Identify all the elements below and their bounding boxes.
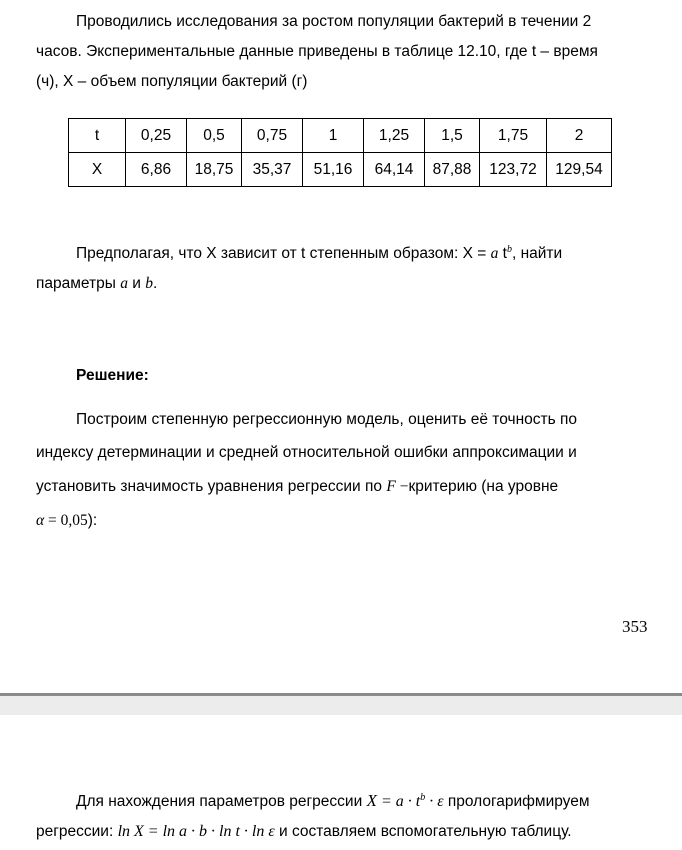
dash: −	[395, 478, 409, 495]
table-cell: 123,72	[480, 153, 547, 187]
table-cell: 2	[547, 119, 612, 153]
table-cell: 1	[303, 119, 364, 153]
data-table	[68, 118, 612, 187]
formula-x: X	[366, 791, 377, 811]
param-b: b	[145, 275, 153, 292]
table-cell: 51,16	[303, 153, 364, 187]
solution-heading: Решение:	[76, 367, 149, 384]
exponent-b: b	[420, 792, 426, 803]
next-line	[76, 788, 590, 812]
next-line	[36, 822, 572, 842]
table-cell: 1,25	[364, 119, 425, 153]
intro-paragraph	[36, 12, 656, 92]
page-number: 353	[622, 617, 648, 636]
alpha-value: = 0,05	[44, 512, 88, 529]
table-cell: 129,54	[547, 153, 612, 187]
task-text: , найти	[511, 245, 563, 263]
exponent-b: b	[506, 244, 512, 255]
solution-line: Построим степенную регрессионную модель, оценить её точность по	[76, 411, 578, 428]
solution-line	[36, 477, 558, 497]
next-text: прологарифмируем	[443, 793, 590, 811]
intro-line: (ч), X – объем популяции бактерий (г)	[36, 73, 308, 90]
next-text: Для нахождения параметров регрессии	[76, 793, 367, 811]
formula-epsilon: · ε	[425, 793, 444, 811]
task-text: .	[152, 275, 158, 292]
table-cell: 0,25	[126, 119, 187, 153]
table-row	[69, 153, 612, 187]
table-cell: 18,75	[187, 153, 242, 187]
next-text: регрессии:	[36, 823, 118, 840]
solution-line	[36, 511, 97, 531]
task-text: параметры	[36, 275, 121, 292]
alpha-symbol: α	[36, 512, 45, 529]
table-cell: 1,75	[480, 119, 547, 153]
table-cell: 6,86	[126, 153, 187, 187]
task-text: Предполагая, что X зависит от t степенным образом: X =	[76, 245, 491, 263]
intro-line: Проводились исследования за ростом популяции бактерий в течении 2	[76, 13, 592, 30]
solution-line: индексу детерминации и средней относительной ошибки аппроксимации и	[36, 444, 577, 461]
table-cell: 1,5	[425, 119, 480, 153]
task-line	[36, 274, 157, 294]
intro-line: часов. Экспериментальные данные приведены в таблице 12.10, где t – время	[36, 43, 598, 60]
table-row	[69, 119, 612, 153]
table-cell: t	[69, 119, 126, 153]
f-symbol: F	[386, 478, 396, 495]
task-text: и	[127, 275, 146, 292]
table-cell: 35,37	[242, 153, 303, 187]
task-line	[76, 240, 656, 264]
next-text: и составляем вспомогательную таблицу.	[274, 823, 572, 840]
log-formula: ln X = ln a · b · ln t · ln ε	[117, 823, 275, 840]
solution-text: критерию (на уровне	[408, 478, 559, 495]
param-a: a	[490, 245, 499, 263]
table-cell: X	[69, 153, 126, 187]
solution-text: установить значимость уравнения регрессии по	[36, 478, 387, 495]
page-separator	[0, 693, 682, 715]
param-a: a	[120, 275, 128, 292]
var-t: t	[498, 245, 507, 263]
table-cell: 0,75	[242, 119, 303, 153]
formula-rhs: = a · t	[376, 793, 421, 811]
table-cell: 0,5	[187, 119, 242, 153]
solution-text: ):	[87, 512, 98, 529]
table-cell: 87,88	[425, 153, 480, 187]
table-cell: 64,14	[364, 153, 425, 187]
